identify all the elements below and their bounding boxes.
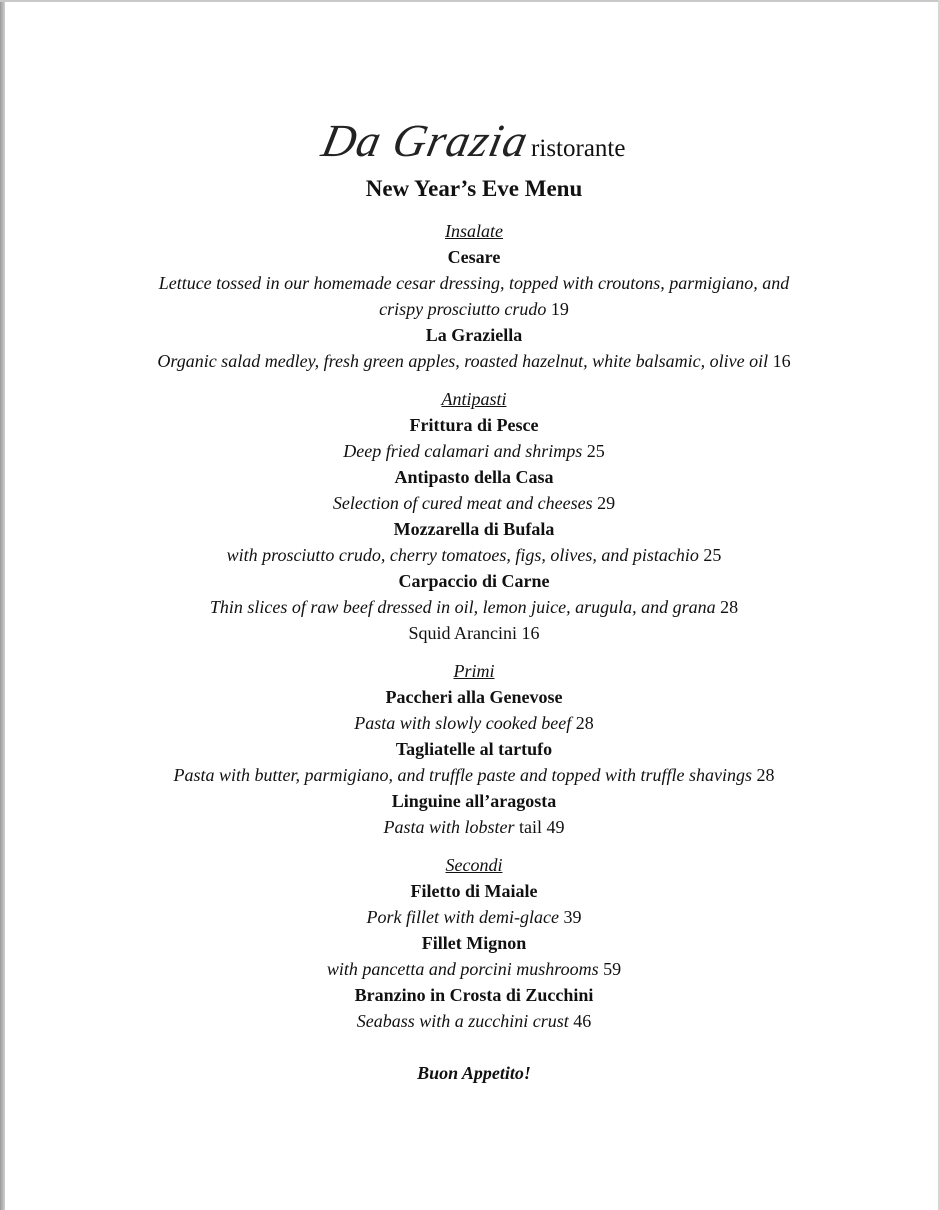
item-desc-text: Thin slices of raw beef dressed in oil, lemon juice, arugula, and grana	[209, 597, 716, 617]
item-description	[0, 814, 940, 840]
menu-document	[0, 113, 940, 1086]
item-description	[0, 1008, 940, 1034]
item-name: Frittura di Pesce	[409, 415, 539, 435]
item-name: Paccheri alla Genevose	[385, 687, 563, 707]
item-price: 46	[573, 1011, 592, 1031]
item-description	[0, 594, 940, 620]
logo-word-text: ristorante	[531, 135, 626, 162]
item-description	[0, 348, 940, 374]
item-desc-text: Organic salad medley, fresh green apples, roasted hazelnut, white balsamic, olive oil	[157, 351, 769, 371]
section-secondi	[0, 852, 940, 1034]
item-price: 19	[550, 299, 569, 319]
section-title: Secondi	[445, 855, 503, 875]
item-price: 25	[586, 441, 605, 461]
item-description	[0, 438, 940, 464]
item-price: 25	[703, 545, 722, 565]
item-name: Branzino in Crosta di Zucchini	[354, 985, 594, 1005]
item-desc-text: Pasta with slowly cooked beef	[354, 713, 572, 733]
item-price: 28	[575, 713, 594, 733]
item-price: tail 49	[519, 817, 565, 837]
item-desc-text: with prosciutto crudo, cherry tomatoes, figs, olives, and pistachio	[226, 545, 699, 565]
item-desc-text: Pasta with lobster	[383, 817, 515, 837]
item-desc-text: Deep fried calamari and shrimps	[343, 441, 583, 461]
logo-script-text: Da Grazia	[317, 115, 533, 166]
item-description	[0, 956, 940, 982]
item-desc-text: Pasta with butter, parmigiano, and truffle paste and topped with truffle shavings	[173, 765, 752, 785]
item-name: La Graziella	[425, 325, 523, 345]
item-price: 59	[603, 959, 622, 979]
item-name: Linguine all’aragosta	[391, 791, 557, 811]
item-price: 29	[597, 493, 616, 513]
item-desc-text: crispy prosciutto crudo	[379, 299, 547, 319]
section-insalate	[0, 218, 940, 374]
item-description	[0, 762, 940, 788]
item-desc-text: Pork fillet with demi-glace	[366, 907, 559, 927]
item-name: Fillet Mignon	[421, 933, 527, 953]
item-price: 28	[756, 765, 775, 785]
item-description	[0, 710, 940, 736]
item-description	[0, 296, 940, 322]
item-description	[0, 270, 940, 296]
item-name: Filetto di Maiale	[410, 881, 538, 901]
item-price: 39	[563, 907, 582, 927]
item-price: 28	[720, 597, 739, 617]
item-desc-text: Selection of cured meat and cheeses	[332, 493, 593, 513]
page-top-edge	[0, 0, 940, 2]
item-description	[0, 490, 940, 516]
item-desc-text: Lettuce tossed in our homemade cesar dressing, topped with croutons, parmigiano, and	[158, 273, 790, 293]
item-name: Mozzarella di Bufala	[393, 519, 555, 539]
item-desc-text: Seabass with a zucchini crust	[356, 1011, 569, 1031]
section-antipasti	[0, 386, 940, 646]
item-name: Tagliatelle al tartufo	[395, 739, 553, 759]
section-title: Insalate	[445, 221, 503, 241]
closing-message: Buon Appetito!	[417, 1063, 531, 1083]
section-title: Primi	[453, 661, 495, 681]
restaurant-logo	[0, 113, 940, 169]
item-description	[0, 904, 940, 930]
item-description	[0, 542, 940, 568]
item-price: 16	[772, 351, 791, 371]
item-name: Cesare	[447, 247, 501, 267]
section-title: Antipasti	[441, 389, 507, 409]
item-name: Carpaccio di Carne	[398, 571, 550, 591]
item-name: Antipasto della Casa	[394, 467, 554, 487]
section-primi	[0, 658, 940, 840]
plain-menu-item: Squid Arancini 16	[408, 623, 540, 643]
item-desc-text: with pancetta and porcini mushrooms	[326, 959, 599, 979]
menu-title: New Year’s Eve Menu	[365, 176, 583, 201]
